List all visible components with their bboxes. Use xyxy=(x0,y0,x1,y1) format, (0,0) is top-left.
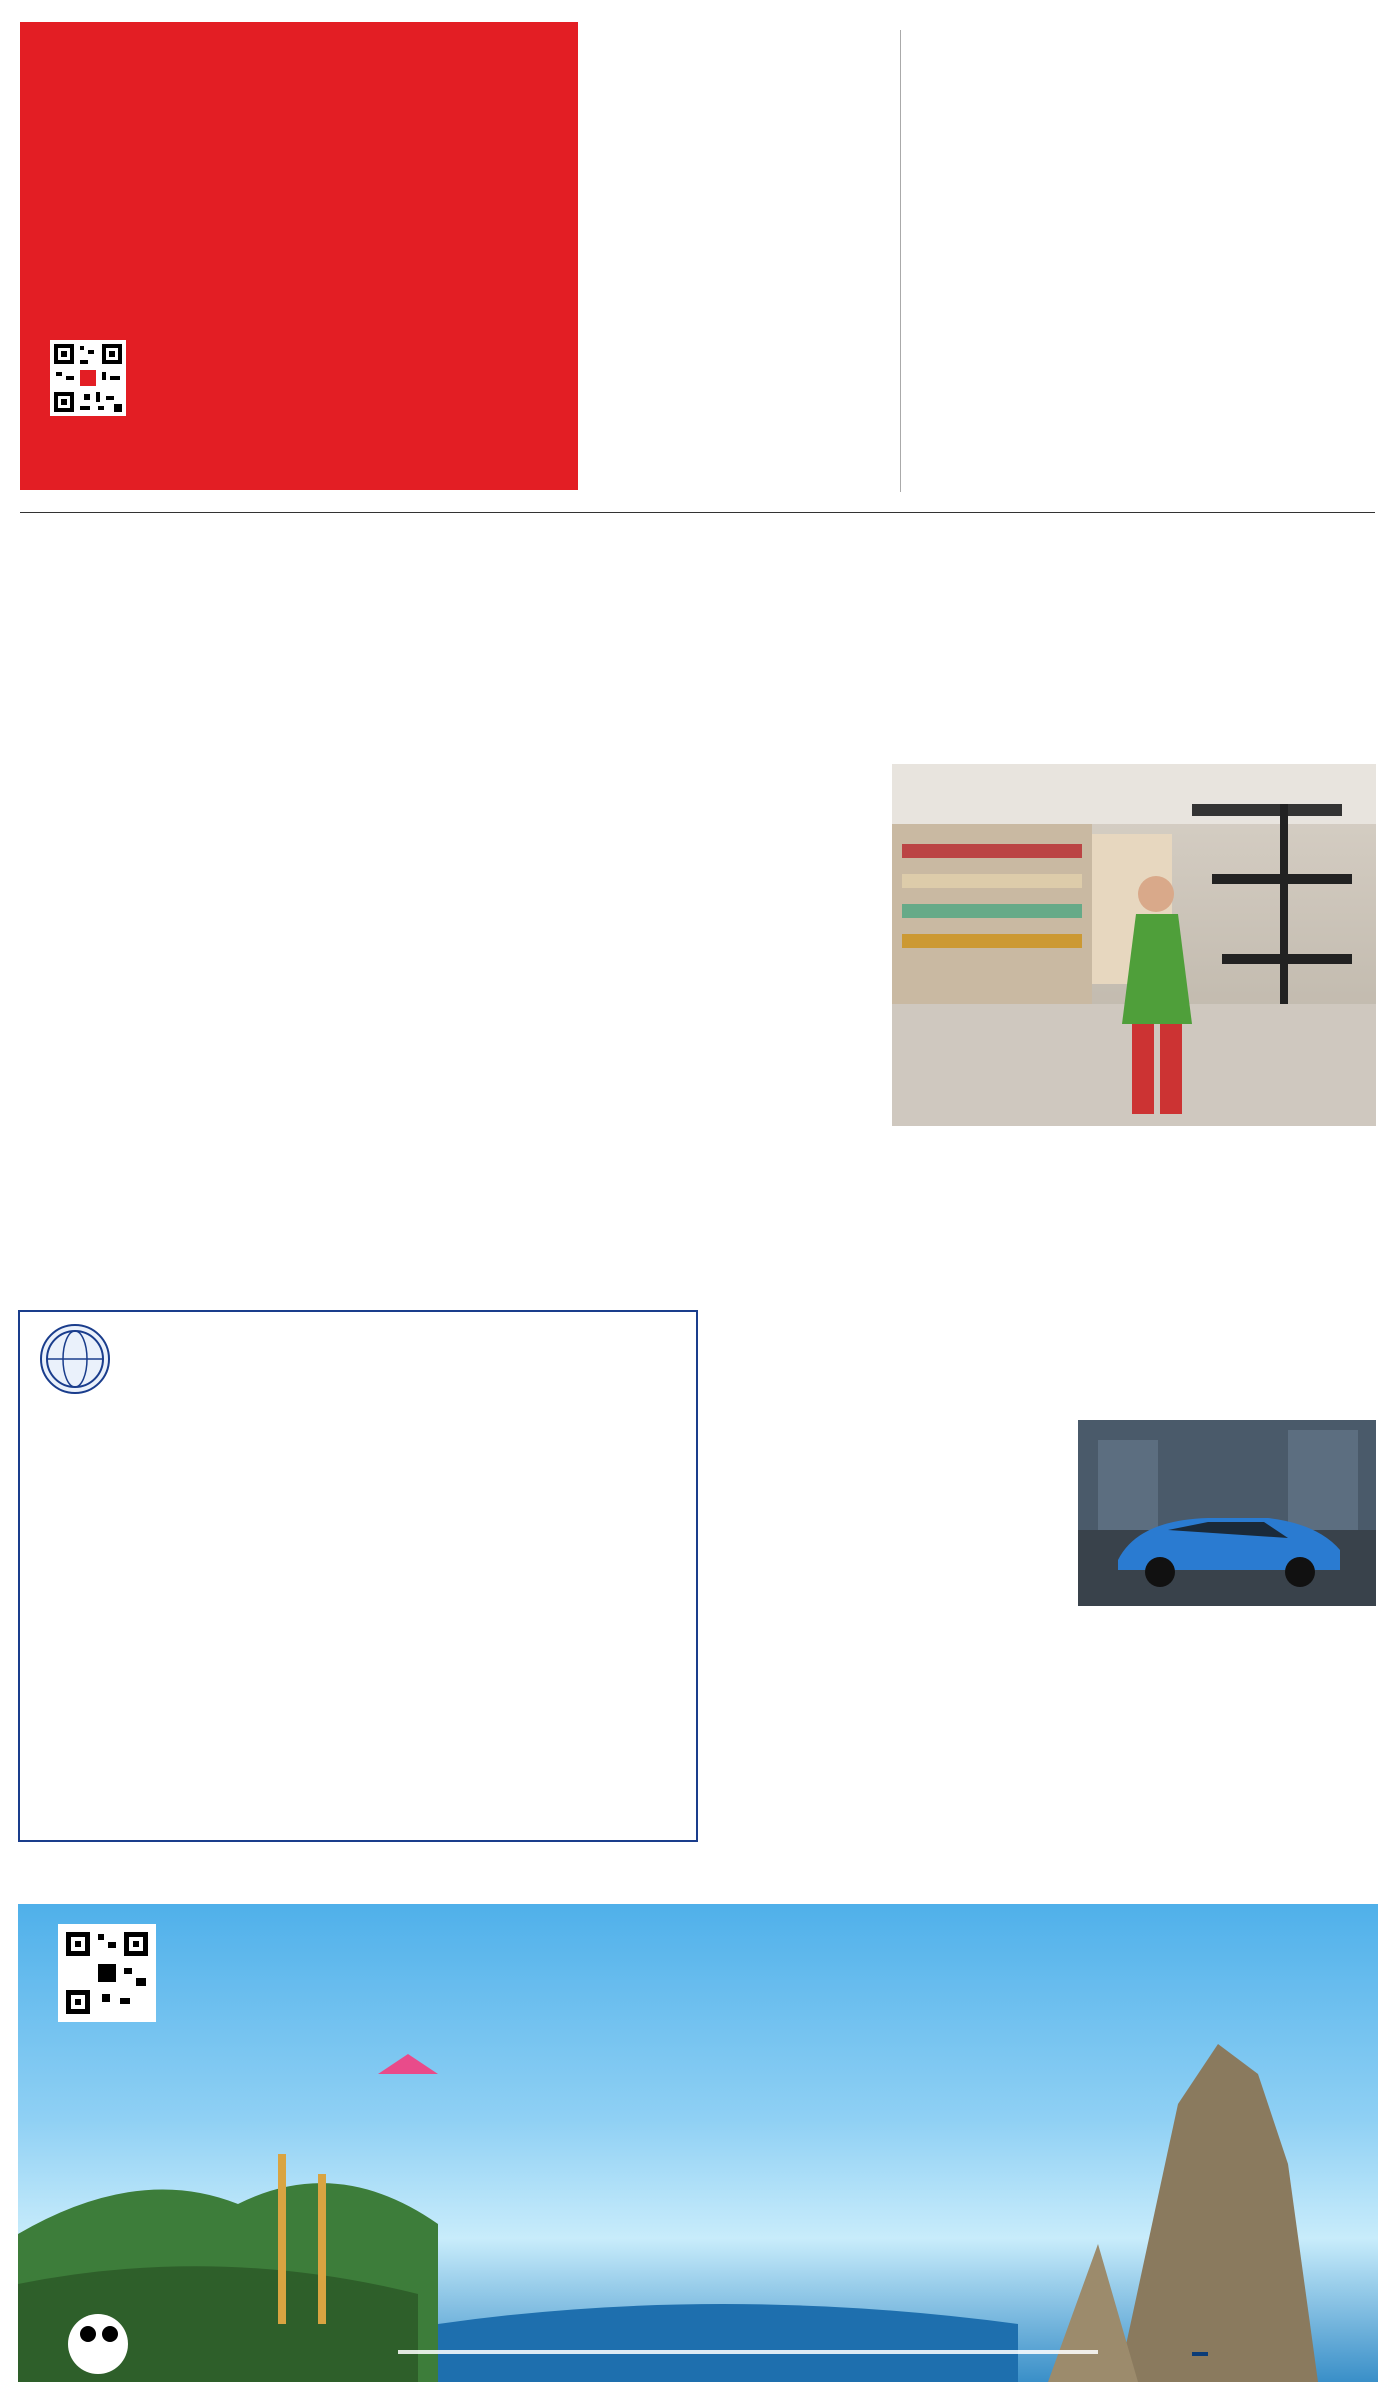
cits-consult-hotline xyxy=(84,1458,106,1828)
cits-license xyxy=(108,1558,122,1818)
globe-icon xyxy=(40,1324,110,1394)
ad-background xyxy=(18,1904,1378,2382)
cits-agency-name xyxy=(36,1458,82,1838)
page-footer xyxy=(950,1860,981,1876)
cits-travel-ad xyxy=(18,1310,698,1842)
food-expo-photo xyxy=(892,764,1376,1126)
qr-icon xyxy=(50,340,126,416)
divider xyxy=(900,30,901,492)
masthead xyxy=(20,22,578,490)
ad-agency-note xyxy=(1192,2352,1208,2356)
ad-qr-code xyxy=(58,1924,156,2022)
cits-brand-column xyxy=(26,1318,124,1836)
car-photo xyxy=(1078,1420,1376,1606)
qr-code xyxy=(50,340,126,416)
ad-driving-route xyxy=(398,2350,1098,2354)
ad-qr-icon xyxy=(62,1928,152,2018)
xixiakou-ad xyxy=(18,1904,1378,2382)
logo-jinri xyxy=(40,50,138,190)
ad-chengshantou xyxy=(1168,2222,1358,2224)
section-rule xyxy=(20,512,1375,513)
